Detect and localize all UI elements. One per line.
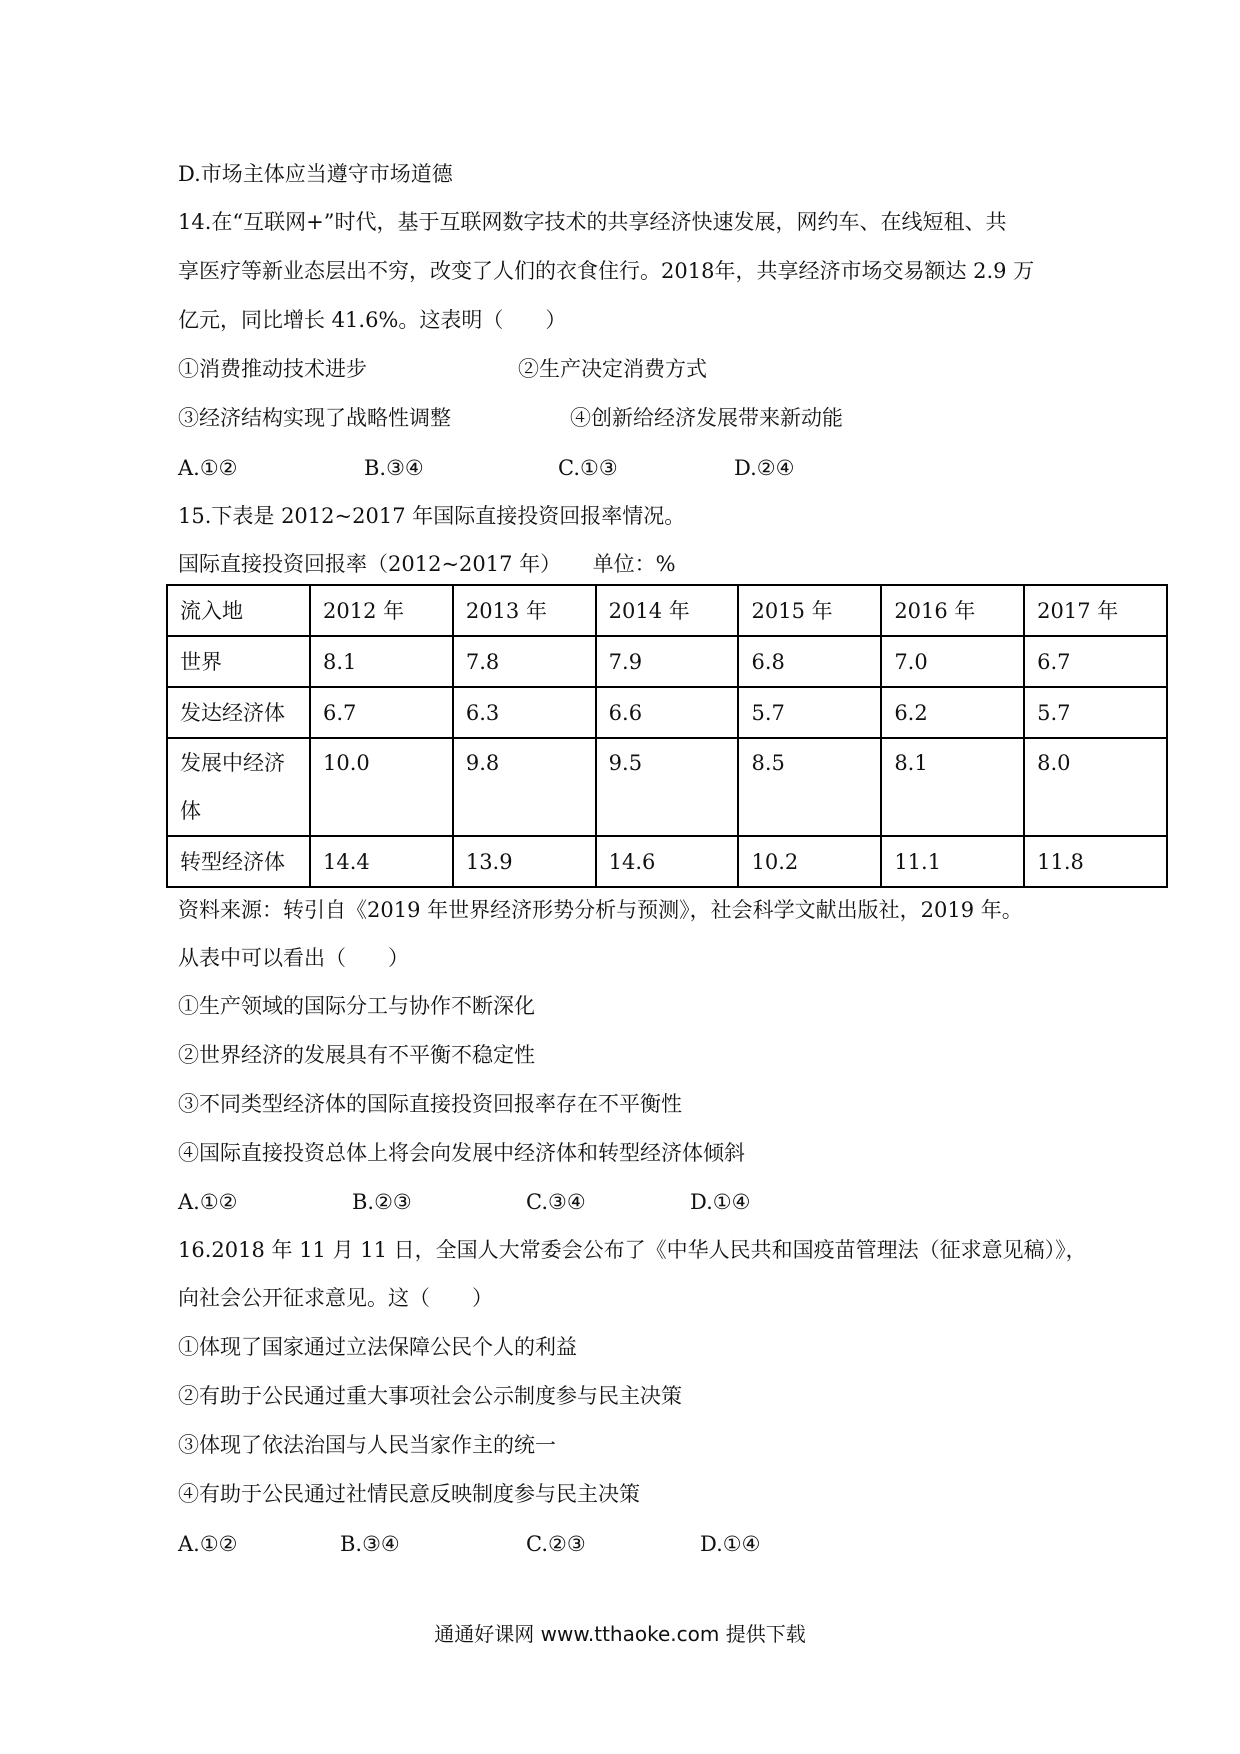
q15-statement-1: ①生产领域的国际分工与协作不断深化: [178, 994, 535, 1018]
q16-option-b: B.③④: [340, 1532, 400, 1556]
q14-statement-4: ④创新给经济发展带来新动能: [570, 406, 843, 430]
q16-option-d: D.①④: [700, 1532, 761, 1556]
table-cell: 6.7: [310, 687, 453, 738]
q14-statement-2: ②生产决定消费方式: [518, 357, 707, 381]
q15-option-b: B.②③: [352, 1190, 412, 1214]
table-cell: 世界: [167, 636, 310, 687]
table-cell: 8.0: [1024, 738, 1167, 836]
q14-statement-3: ③经济结构实现了战略性调整: [178, 406, 451, 430]
table-cell: 6.7: [1024, 636, 1167, 687]
table-cell: 7.0: [881, 636, 1024, 687]
q14-option-d: D.②④: [734, 456, 795, 480]
table-header-cell: 2016 年: [881, 585, 1024, 636]
table-row: [167, 836, 1167, 887]
table-cell: 8.5: [738, 738, 881, 836]
table-cell: 10.2: [738, 836, 881, 887]
q14-option-a: A.①②: [178, 456, 238, 480]
q14-option-c: C.①③: [558, 456, 618, 480]
table-cell: 6.2: [881, 687, 1024, 738]
table-row: [167, 687, 1167, 738]
table-header-cell: 流入地: [167, 585, 310, 636]
q16-stem-line-2: 向社会公开征求意见。这（ ）: [178, 1286, 493, 1310]
table-cell: 9.5: [596, 738, 739, 836]
table-row: [167, 738, 1167, 836]
table-cell: 5.7: [738, 687, 881, 738]
table-cell: 8.1: [881, 738, 1024, 836]
q14-option-b: B.③④: [364, 456, 424, 480]
q14-options: [178, 454, 878, 482]
q15-table-title: 国际直接投资回报率（2012~2017 年） 单位：%: [178, 552, 676, 576]
q16-statement-4: ④有助于公民通过社情民意反映制度参与民主决策: [178, 1482, 640, 1506]
table-cell: 6.3: [453, 687, 596, 738]
table-cell: 8.1: [310, 636, 453, 687]
table-cell: 11.1: [881, 836, 1024, 887]
table-cell: 14.6: [596, 836, 739, 887]
q13-option-d: D.市场主体应当遵守市场道德: [178, 162, 453, 186]
table-cell: 发展中经济体: [167, 738, 310, 836]
q16-statement-3: ③体现了依法治国与人民当家作主的统一: [178, 1433, 556, 1457]
table-header-cell: 2015 年: [738, 585, 881, 636]
q15-statement-4: ④国际直接投资总体上将会向发展中经济体和转型经济体倾斜: [178, 1141, 745, 1165]
q14-statement-1: ①消费推动技术进步: [178, 357, 367, 381]
q14-stem-line-3: 亿元，同比增长 41.6%。这表明（ ）: [178, 308, 567, 332]
q15-option-c: C.③④: [526, 1190, 586, 1214]
investment-return-table: [166, 584, 1168, 888]
footer-watermark: 通通好课网 www.tthaoke.com 提供下载: [434, 1622, 806, 1646]
q15-source: 资料来源：转引自《2019 年世界经济形势分析与预测》，社会科学文献出版社，2019 年。: [178, 898, 1023, 922]
q16-options: [178, 1530, 878, 1558]
q15-statement-2: ②世界经济的发展具有不平衡不稳定性: [178, 1043, 535, 1067]
table-row: [167, 636, 1167, 687]
q16-option-a: A.①②: [178, 1532, 238, 1556]
table-cell: 7.8: [453, 636, 596, 687]
table-header-cell: 2012 年: [310, 585, 453, 636]
q16-statement-2: ②有助于公民通过重大事项社会公示制度参与民主决策: [178, 1384, 682, 1408]
q15-intro: 15.下表是 2012~2017 年国际直接投资回报率情况。: [178, 504, 686, 528]
table-cell: 9.8: [453, 738, 596, 836]
table-header-cell: 2017 年: [1024, 585, 1167, 636]
table-header-row: [167, 585, 1167, 636]
table-cell: 10.0: [310, 738, 453, 836]
q15-question: 从表中可以看出（ ）: [178, 946, 409, 970]
q15-options: [178, 1188, 878, 1216]
table-cell: 11.8: [1024, 836, 1167, 887]
q14-stem-line-1: 14.在“互联网+”时代，基于互联网数字技术的共享经济快速发展，网约车、在线短租、共: [178, 210, 1007, 234]
table-cell: 13.9: [453, 836, 596, 887]
q15-option-d: D.①④: [690, 1190, 751, 1214]
table-cell: 7.9: [596, 636, 739, 687]
q15-option-a: A.①②: [178, 1190, 238, 1214]
table-cell: 14.4: [310, 836, 453, 887]
q15-statement-3: ③不同类型经济体的国际直接投资回报率存在不平衡性: [178, 1092, 682, 1116]
table-cell: 6.6: [596, 687, 739, 738]
q16-statement-1: ①体现了国家通过立法保障公民个人的利益: [178, 1335, 577, 1359]
table-header-cell: 2013 年: [453, 585, 596, 636]
table-cell: 发达经济体: [167, 687, 310, 738]
table-cell: 转型经济体: [167, 836, 310, 887]
q16-stem-line-1: 16.2018 年 11 月 11 日，全国人大常委会公布了《中华人民共和国疫苗管理法（征求意见稿）》，: [178, 1238, 1087, 1262]
q14-stem-line-2: 享医疗等新业态层出不穷，改变了人们的衣食住行。2018年，共享经济市场交易额达 2.9 万: [178, 259, 1035, 283]
table-cell: 5.7: [1024, 687, 1167, 738]
table-header-cell: 2014 年: [596, 585, 739, 636]
table-cell: 6.8: [738, 636, 881, 687]
q16-option-c: C.②③: [526, 1532, 586, 1556]
